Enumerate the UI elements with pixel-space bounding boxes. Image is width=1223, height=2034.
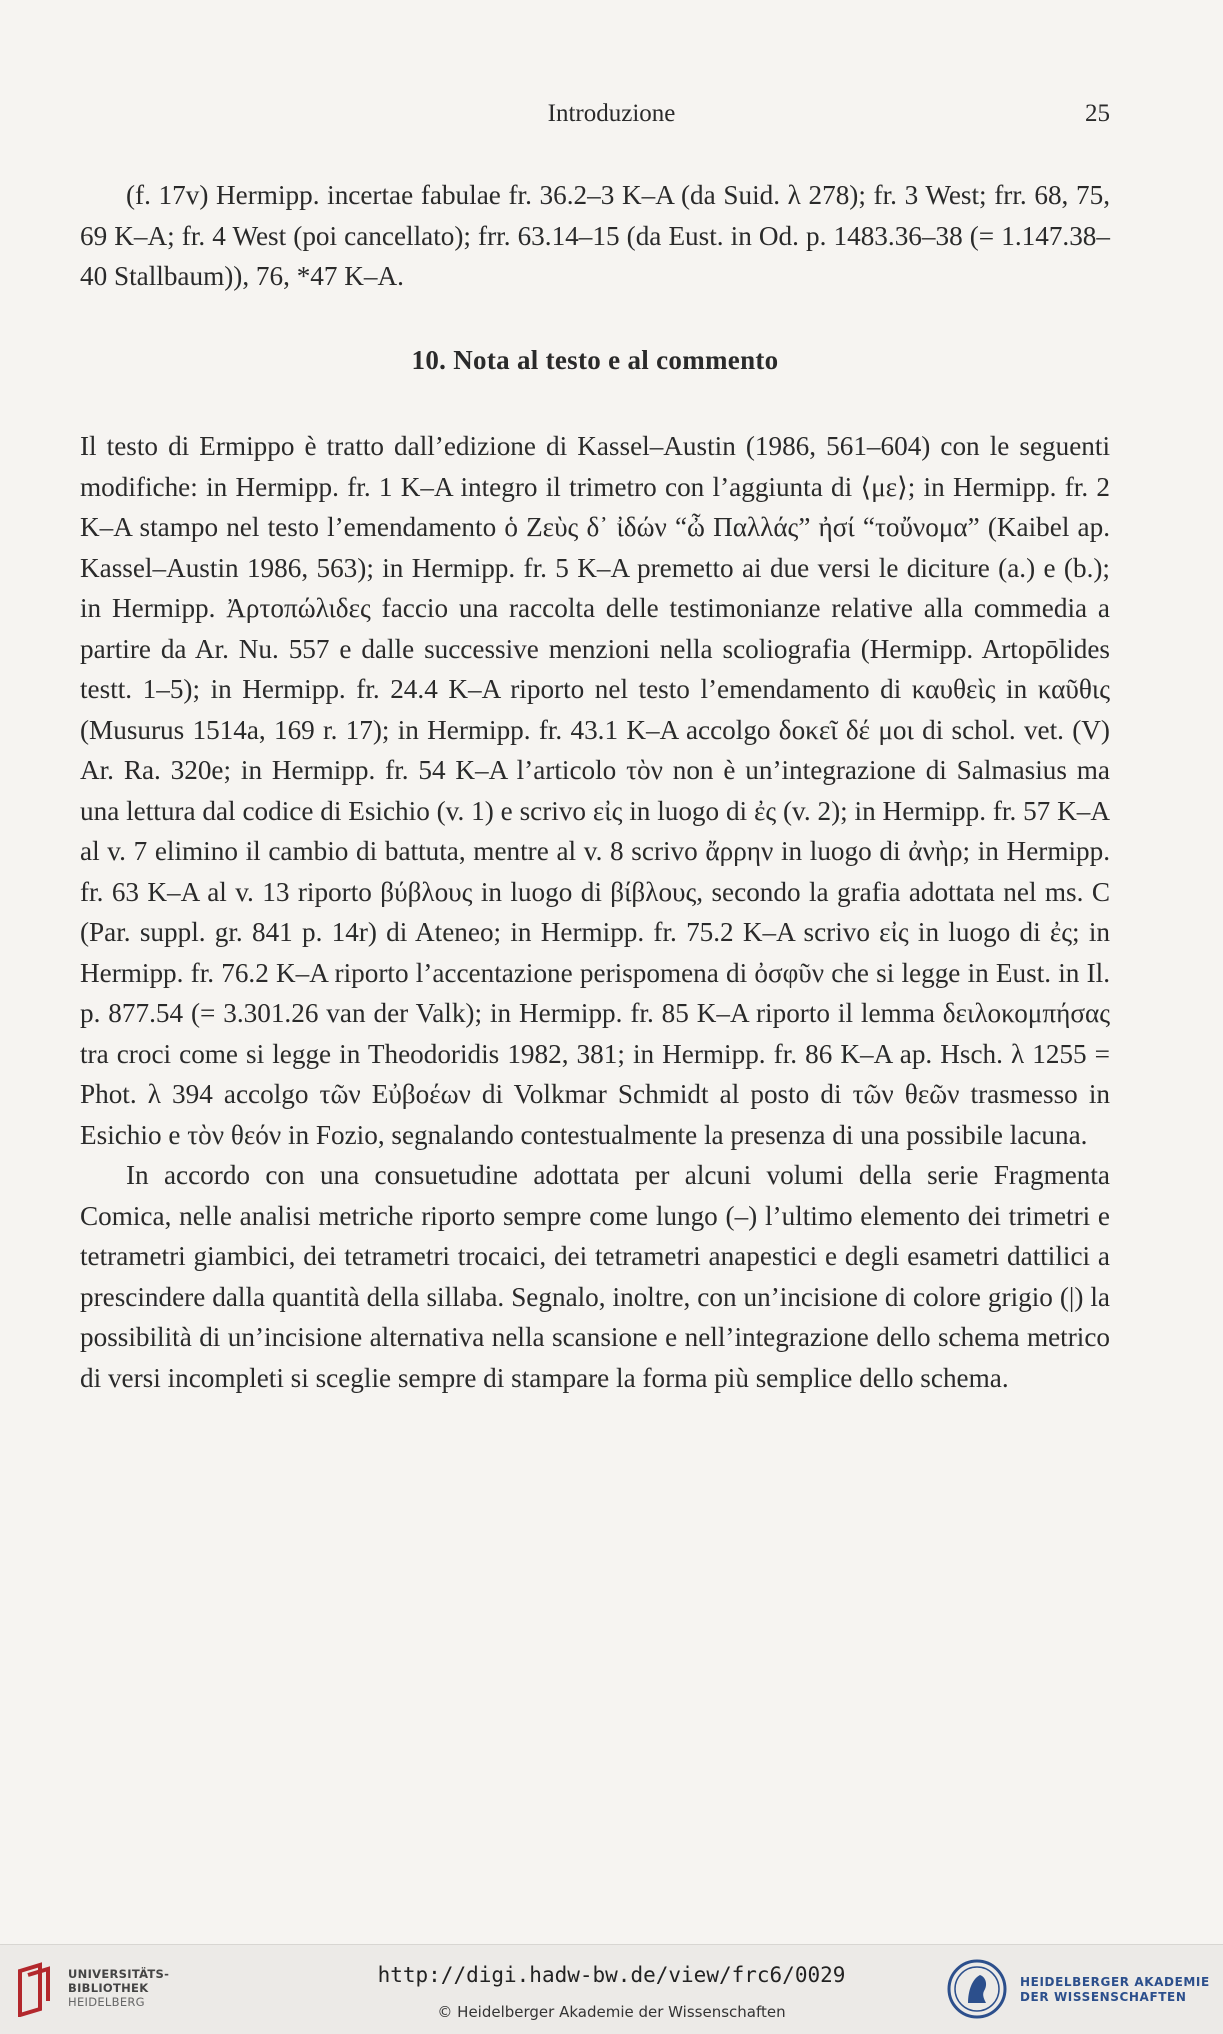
academy-seal-icon[interactable] (946, 1957, 1008, 2021)
running-head (0, 100, 1223, 136)
continuation-paragraph: (f. 17v) Hermipp. incertae fabulae fr. 36.2–3 K–A (da Suid. λ 278); fr. 3 West; frr. 68, 75, 69 K–A; fr. 4 West (poi cancellato); frr. 63.14–15 (da Eust. in Od. p. 1483.36–38 (= 1.147.38–40 Stallbaum)), 76, *47 K–A. (80, 180, 1110, 291)
body-paragraph-1: Il testo di Ermippo è tratto dall’edizione di Kassel–Austin (1986, 561–604) con le seguenti modifiche: in Hermipp. fr. 1 K–A integro il trimetro con l’aggiunta di ⟨με⟩; in Hermipp. fr. 2 K–A stampo nel testo l’emendamento ὁ Ζεὺς δ᾽ ἰδών “ὦ Παλλάς” ἠσί “τοὔνομα” (Kaibel ap. Kassel–Austin 1986, 563); in Hermipp. fr. 5 K–A premetto ai due versi le diciture (a.) e (b.); in Hermipp. Ἀρτοπώλιδες faccio una raccolta delle testimonianze relative alla commedia a partire da Ar. Nu. 557 e dalle successive menzioni nella scoliografia (Hermipp. Artopōlides testt. 1–5); in Hermipp. fr. 24.4 K–A riporto nel testo l’emendamento di καυθεὶς in καῦθις (Musurus 1514a, 169 r. 17); in Hermipp. fr. 43.1 K–A accolgo δοκεῖ δέ μοι di schol. vet. (V) Ar. Ra. 320e; in Hermipp. fr. 54 K–A l’articolo τὸν non è un’integrazione di Salmasius ma una lettura dal codice di Esichio (v. 1) e scrivo εἰς in luogo di ἐς (v. 2); in Hermipp. fr. 57 K–A al v. 7 elimino il cambio di battuta, mentre al v. 8 scrivo ἄρρην in luogo di ἀνὴρ; in Hermipp. fr. 63 K–A al v. 13 riporto βύβλους in luogo di βίβλους, secondo la grafia adottata nel ms. C (Par. suppl. gr. 841 p. 14r) di Ateneo; in Hermipp. fr. 75.2 K–A scrivo εἰς in luogo di ἐς; in Hermipp. fr. 76.2 K–A riporto l’accentazione perispomena di ὀσφῦν che si legge in Eust. in Il. p. 877.54 (= 3.301.26 van der Valk); in Hermipp. fr. 85 K–A riporto il lemma δειλοκομπήσας tra croci come si legge in Theodoridis 1982, 381; in Hermipp. fr. 86 K–A ap. Hsch. λ 1255 = Phot. λ 394 accolgo τῶν Εὐβοέων di Volkmar Schmidt al posto di τῶν θεῶν trasmesso in Esichio e τὸν θεόν in Fozio, segnalando contestualmente la presenza di una possibile lacuna. (80, 431, 1110, 1150)
academy-name (1020, 1975, 1210, 2005)
text-block (80, 175, 1110, 1398)
library-line-3: HEIDELBERG (68, 1995, 145, 2009)
section-heading: 10. Nota al testo e al commento (411, 344, 779, 375)
academy-line-2: DER WISSENSCHAFTEN (1020, 1990, 1187, 2004)
copyright-notice: © Heidelberger Akademie der Wissenschaften (437, 2003, 786, 2021)
body-paragraph-2: In accordo con una consuetudine adottata per alcuni volumi della serie Fragmenta Comica, nelle analisi metriche riporto sempre come lungo (–) l’ultimo elemento dei trimetri e tetrametri giambici, dei tetrametri trocaici, dei tetrametri anapestici e degli esametri dattilici a prescindere dalla quantità della sillaba. Segnalo, inoltre, con un’incisione di colore grigio (|) la possibilità di un’incisione alternativa nella scansione e nell’integrazione dello schema metrico di versi incompleti si sceglie sempre di stampare la forma più semplice dello schema. (80, 1160, 1110, 1393)
page-number: 25 (1085, 100, 1110, 127)
viewer-footer (0, 1944, 1223, 2034)
library-line-1: UNIVERSITÄTS- (68, 1967, 170, 1981)
library-line-2: BIBLIOTHEK (68, 1981, 149, 1995)
academy-line-1: HEIDELBERGER AKADEMIE (1020, 1975, 1210, 1989)
permalink-url[interactable]: http://digi.hadw-bw.de/view/frc6/0029 (377, 1963, 846, 1987)
running-title: Introduzione (547, 100, 676, 127)
